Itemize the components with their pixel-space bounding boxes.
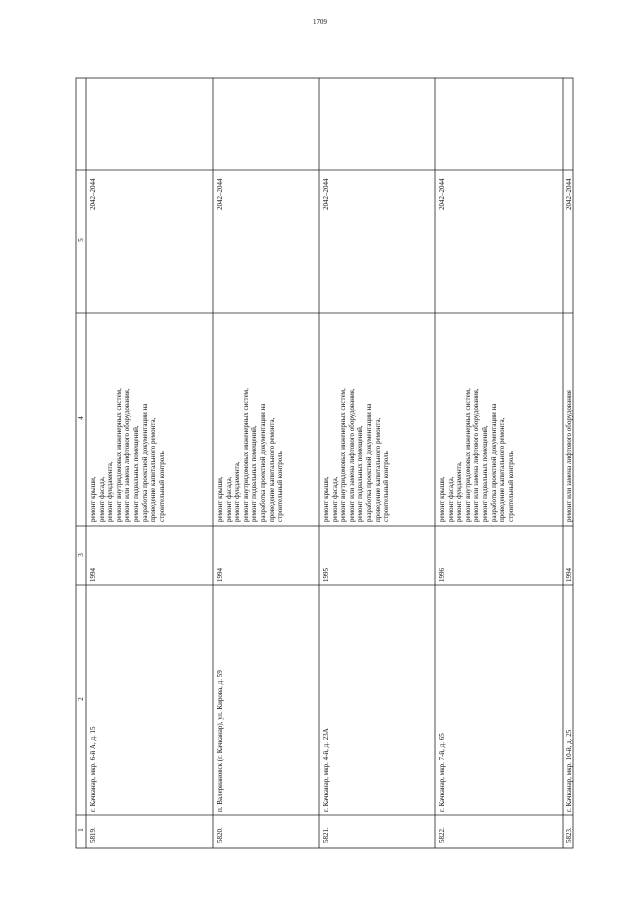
row-period: 2042–2044 bbox=[89, 178, 97, 210]
work-item: ремонт или замена лифтового оборудования, bbox=[347, 388, 356, 522]
row-year: 1994 bbox=[216, 568, 224, 582]
row-number: 5822. bbox=[438, 827, 446, 843]
row-year: 1994 bbox=[565, 568, 573, 582]
work-item: ремонт крыши, bbox=[216, 476, 224, 522]
row-works bbox=[565, 390, 574, 522]
work-item: ремонт подвальных помещений, bbox=[480, 425, 489, 522]
row-address: г. Качканар, мкр. 10-й, д. 25 bbox=[565, 729, 573, 812]
work-item: ремонт или замена лифтового оборудования bbox=[565, 390, 573, 522]
work-item: ремонт или замена лифтового оборудования, bbox=[123, 388, 132, 522]
row-works bbox=[89, 388, 166, 522]
row-year: 1995 bbox=[322, 568, 330, 582]
work-item: ремонт крыши, bbox=[438, 476, 446, 522]
work-item: разработка проектной документации на bbox=[489, 403, 498, 522]
work-item: разработка проектной документации на bbox=[140, 403, 149, 522]
work-item: ремонт подвальных помещений, bbox=[356, 425, 365, 522]
header-col-4: 4 bbox=[77, 416, 85, 420]
work-item: проведение капитального ремонта, bbox=[267, 417, 276, 522]
work-item: ремонт внутридомовых инженерных систем, bbox=[339, 388, 348, 522]
work-item: строительный контроль bbox=[157, 451, 166, 522]
work-item: строительный контроль bbox=[506, 451, 515, 522]
row-works bbox=[216, 388, 285, 522]
work-item: ремонт фундамента, bbox=[233, 461, 242, 522]
work-item: разработка проектной документации на bbox=[364, 403, 373, 522]
row-year: 1996 bbox=[438, 568, 446, 582]
work-item: ремонт фундамента, bbox=[106, 461, 115, 522]
work-item: ремонт крыши, bbox=[89, 476, 97, 522]
work-item: ремонт подвальных помещений, bbox=[131, 425, 140, 522]
row-number: 5820. bbox=[216, 827, 224, 843]
row-works bbox=[322, 388, 391, 522]
work-item: проведение капитального ремонта, bbox=[498, 417, 507, 522]
page-number: 1709 bbox=[313, 18, 327, 26]
work-item: ремонт фасада, bbox=[446, 476, 455, 522]
header-col-5: 5 bbox=[77, 238, 85, 242]
row-period: 2042–2044 bbox=[216, 178, 224, 210]
row-address: г. Качканар, мкр. 6-й А, д. 15 bbox=[89, 726, 97, 812]
work-item: ремонт подвальных помещений, bbox=[250, 425, 259, 522]
header-col-2: 2 bbox=[77, 697, 85, 701]
work-item: проведение капитального ремонта, bbox=[149, 417, 158, 522]
work-item: ремонт внутридомовых инженерных систем, bbox=[241, 388, 250, 522]
work-item: ремонт фасада, bbox=[330, 476, 339, 522]
header-col-3: 3 bbox=[77, 553, 85, 557]
work-item: ремонт или замена лифтового оборудования, bbox=[472, 388, 481, 522]
row-year: 1994 bbox=[89, 568, 97, 582]
work-item: строительный контроль bbox=[276, 451, 285, 522]
work-item: ремонт фасада, bbox=[224, 476, 233, 522]
work-item: ремонт фундамента, bbox=[455, 461, 464, 522]
work-item: ремонт внутридомовых инженерных систем, bbox=[463, 388, 472, 522]
work-item: ремонт крыши, bbox=[322, 476, 330, 522]
row-period: 2042–2044 bbox=[565, 178, 573, 210]
row-period: 2042–2044 bbox=[438, 178, 446, 210]
row-works bbox=[438, 388, 515, 522]
row-number: 5819. bbox=[89, 827, 97, 843]
work-item: ремонт внутридомовых инженерных систем, bbox=[114, 388, 123, 522]
row-address: г. Качканар, мкр. 7-й, д. 65 bbox=[438, 733, 446, 812]
work-item: проведение капитального ремонта, bbox=[373, 417, 382, 522]
row-period: 2042–2044 bbox=[322, 178, 330, 210]
work-item: строительный контроль bbox=[382, 451, 391, 522]
row-address: г. Качканар, мкр. 4-й, д. 23А bbox=[322, 728, 330, 812]
work-item: разработка проектной документации на bbox=[258, 403, 267, 522]
work-item: ремонт фасада, bbox=[97, 476, 106, 522]
row-number: 5821. bbox=[322, 827, 330, 843]
header-col-1: 1 bbox=[77, 828, 85, 832]
row-address: п. Валериановск (г. Качканар), ул. Кирова, д. 59 bbox=[216, 670, 224, 812]
row-number: 5823. bbox=[565, 827, 573, 843]
